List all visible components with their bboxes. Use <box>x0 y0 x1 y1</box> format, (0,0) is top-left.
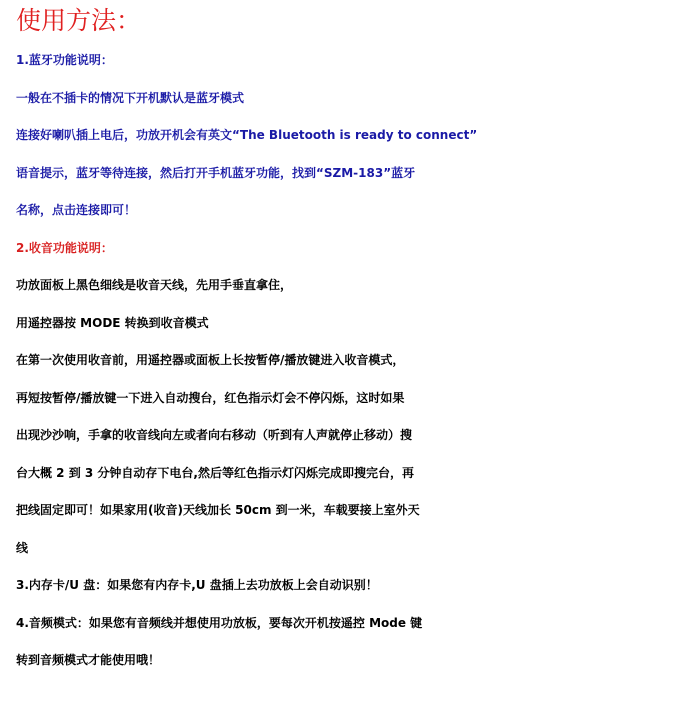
radio-section <box>16 230 694 568</box>
radio-line-4: 再短按暂停/播放键一下进入自动搜台，红色指示灯会不停闪烁，这时如果 <box>16 390 405 405</box>
page-title: 使用方法： <box>16 6 142 35</box>
bluetooth-heading: 1.蓝牙功能说明： <box>16 53 113 67</box>
memory-card-line: 3.内存卡/U 盘：如果您有内存卡,U 盘插上去功放板上会自动识别！ <box>16 578 378 592</box>
audio-mode-section <box>16 605 694 680</box>
radio-line-2: 用遥控器按 MODE 转换到收音模式 <box>16 315 209 330</box>
radio-line-8: 线 <box>16 540 29 555</box>
radio-line-5: 出现沙沙响，手拿的收音线向左或者向右移动（听到有人声就停止移动）搜 <box>16 428 413 442</box>
radio-line-6: 台大概 2 到 3 分钟自动存下电台,然后等红色指示灯闪烁完成即搜完台，再 <box>16 465 414 480</box>
memory-card-section <box>16 567 694 605</box>
radio-line-1: 功放面板上黑色细线是收音天线，先用手垂直拿住， <box>16 278 293 292</box>
radio-heading: 2.收音功能说明： <box>16 240 113 255</box>
bluetooth-line-1: 一般在不插卡的情况下开机默认是蓝牙模式 <box>16 90 245 105</box>
radio-line-7: 把线固定即可！如果家用(收音)天线加长 50cm 到一米，车载要接上室外天 <box>16 503 420 517</box>
bluetooth-line-2: 连接好喇叭插上电后，功放开机会有英文“The Bluetooth is ready to connect” <box>16 128 478 142</box>
audio-mode-line-2: 转到音频模式才能使用哦！ <box>16 653 161 667</box>
bluetooth-section <box>16 42 694 230</box>
radio-line-3: 在第一次使用收音前，用遥控器或面板上长按暂停/播放键进入收音模式， <box>16 353 405 367</box>
audio-mode-line-1: 4.音频模式：如果您有音频线并想使用功放板，要每次开机按遥控 Mode 键 <box>16 615 423 630</box>
bluetooth-line-3: 语音提示，蓝牙等待连接，然后打开手机蓝牙功能，找到“SZM-183”蓝牙 <box>16 165 416 180</box>
bluetooth-line-4: 名称，点击连接即可！ <box>16 203 137 217</box>
